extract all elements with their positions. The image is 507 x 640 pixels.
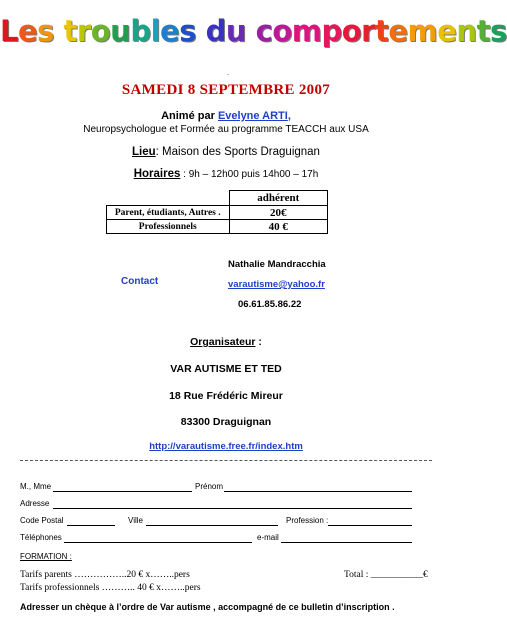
title-letter: o [90, 14, 111, 48]
organizer-heading-suffix: : [255, 336, 262, 348]
name-field-label: M., Mme [20, 482, 52, 491]
pricing-row-price: 40 € [229, 220, 328, 234]
title-letter: e [437, 14, 457, 48]
title-letter: e [388, 14, 408, 48]
title-letter: u [225, 14, 246, 48]
phone-field[interactable] [64, 542, 252, 543]
organizer-website-link[interactable]: http://varautisme.free.fr/index.htm [149, 441, 303, 452]
title-letter: r [361, 14, 375, 48]
schedule-label: Horaires [133, 168, 181, 180]
title-letter: d [205, 14, 226, 48]
title-letter: s [37, 14, 54, 48]
tarif-parents-line: Tarifs parents ……………..20 € x……..pers [20, 570, 190, 580]
title-letter: t [63, 14, 77, 48]
presenter-suffix: , [287, 110, 291, 122]
table-row [107, 206, 328, 220]
title-letter: s [489, 14, 507, 48]
presenter-line [0, 110, 452, 122]
address-field-label: Adresse [20, 499, 50, 508]
phone-field-label: Téléphones [20, 533, 62, 542]
table-row [107, 191, 328, 206]
venue-line [0, 146, 452, 158]
organizer-name: VAR AUTISME ET TED [170, 363, 282, 375]
title-letter [196, 14, 206, 48]
presenter-prefix: Animé par [161, 110, 218, 122]
presenter-credentials: Neuropsychologue et Formée au programme TEACCH aux USA [83, 124, 369, 135]
firstname-field[interactable] [224, 491, 412, 492]
pricing-row-label: Parent, étudiants, Autres . [107, 206, 230, 220]
organizer-heading-label: Organisateur [190, 336, 256, 348]
table-corner [107, 191, 230, 206]
table-row [107, 220, 328, 234]
email-field-label: e-mail [257, 533, 279, 542]
schedule-value: : 9h – 12h00 puis 14h00 – 17h [180, 169, 319, 180]
city-field[interactable] [146, 525, 278, 526]
title-letter: L [0, 14, 18, 48]
title-letter: m [407, 14, 438, 48]
postal-code-field-label: Code Postal [20, 516, 64, 525]
separator-dot: . [227, 68, 230, 77]
title-letter [54, 14, 64, 48]
title-letter: c [255, 14, 273, 48]
name-field[interactable] [53, 491, 192, 492]
profession-field-label: Profession : [286, 516, 329, 525]
pricing-row-label: Professionnels [107, 220, 230, 234]
tarif-pros-line: Tarifs professionnels ……….. 40 € x……..pers [20, 583, 201, 593]
formation-heading: FORMATION : [20, 552, 72, 561]
city-field-label: Ville [128, 516, 143, 525]
payment-instructions: Adresser un chèque à l’ordre de Var autisme , accompagné de ce bulletin d’inscription . [20, 602, 395, 612]
organizer-city: 83300 Draguignan [180, 416, 272, 428]
title-letter: u [110, 14, 131, 48]
title-letter: e [160, 14, 180, 48]
title-letter: t [476, 14, 490, 48]
event-date: SAMEDI 8 SEPTEMBRE 2007 [121, 82, 331, 98]
venue-label: Lieu [132, 146, 156, 158]
venue-value: : Maison des Sports Draguignan [155, 146, 320, 158]
page-title [0, 14, 507, 48]
contact-phone: 06.61.85.86.22 [238, 299, 302, 310]
cut-line-divider [20, 460, 432, 461]
contact-name: Nathalie Mandracchia [228, 259, 326, 270]
profession-field[interactable] [328, 525, 412, 526]
title-letter: e [17, 14, 38, 48]
title-letter: s [179, 14, 196, 48]
title-letter [246, 14, 256, 48]
contact-email-link[interactable]: varautisme@yahoo.fr [228, 279, 325, 290]
title-letter: p [321, 14, 342, 48]
title-letter: m [291, 14, 322, 48]
organizer-heading [0, 336, 452, 348]
title-letter: t [374, 14, 389, 48]
title-letter: b [130, 14, 151, 48]
address-field[interactable] [53, 508, 412, 509]
pricing-column-header: adhérent [229, 191, 328, 206]
title-letter: o [272, 14, 292, 48]
title-letter: n [456, 14, 477, 48]
presenter-name: Evelyne ARTI [217, 110, 288, 122]
firstname-field-label: Prénom [195, 482, 224, 491]
pricing-table [106, 190, 328, 234]
email-field[interactable] [281, 542, 412, 543]
title-letter: o [341, 14, 362, 48]
pricing-row-price: 20€ [229, 206, 328, 220]
contact-label: Contact [121, 276, 159, 287]
schedule-line [0, 168, 452, 180]
organizer-street: 18 Rue Frédéric Mireur [169, 390, 283, 402]
postal-code-field[interactable] [67, 525, 115, 526]
title-letter: l [150, 14, 161, 48]
title-letter: r [76, 14, 91, 48]
total-field[interactable]: Total : ___________€ [344, 570, 428, 580]
